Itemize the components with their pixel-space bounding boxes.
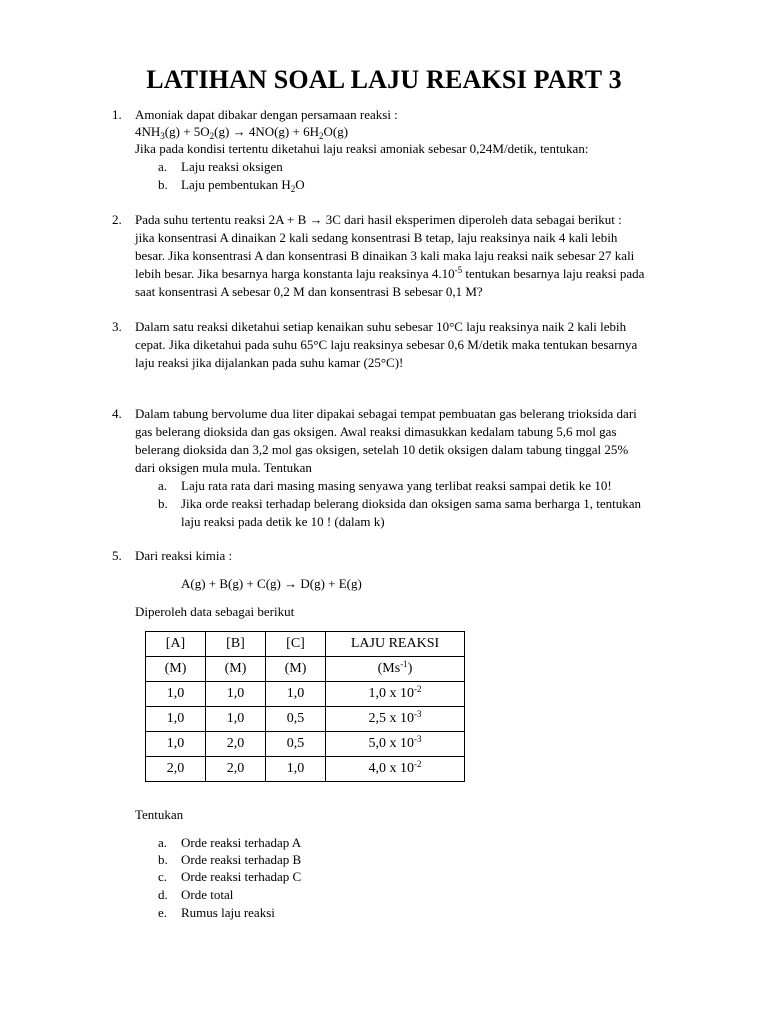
question-2-line-4: lebih besar. Jika besarnya harga konstanta laju reaksinya $4.10^{-5}$ tentukan besarnya laju reaksi pada: [135, 265, 645, 281]
cell-b: 1,0: [206, 707, 266, 732]
question-5e-label: e.: [158, 905, 168, 920]
question-5c-text: Orde reaksi terhadap C: [181, 869, 302, 884]
header-cell: [B]: [206, 632, 266, 657]
unit-cell: (M): [206, 657, 266, 682]
cell-c: 0,5: [266, 732, 326, 757]
cell-rate: 5,0 x $10^{-3}$: [326, 732, 465, 757]
cell-c: 1,0: [266, 682, 326, 707]
question-5-line-1: Dari reaksi kimia :: [135, 548, 233, 563]
question-4b-text-1: Jika orde reaksi terhadap belerang dioksida dan oksigen sama sama berharga 1, tentukan: [181, 496, 642, 511]
cell-b: 2,0: [206, 757, 266, 782]
cell-a: 1,0: [146, 732, 206, 757]
question-5-equation: A(g) + B(g) + C(g) → D(g) + E(g): [181, 576, 362, 591]
question-3-line-2: cepat. Jika diketahui pada suhu 65°C laju reaksinya sebesar 0,6 M/detik maka tentukan besarnya: [135, 337, 638, 352]
page-title: LATIHAN SOAL LAJU REAKSI PART 3: [146, 65, 622, 94]
header-cell: [C]: [266, 632, 326, 657]
question-5-tentukan: Tentukan: [135, 807, 184, 822]
question-1a-text: Laju reaksi oksigen: [181, 159, 283, 174]
rate-data-table: [145, 631, 465, 782]
question-5b-label: b.: [158, 852, 168, 867]
question-5b-text: Orde reaksi terhadap B: [181, 852, 302, 867]
question-2-line-1: Pada suhu tertentu reaksi 2A + B → 3C dari hasil eksperimen diperoleh data sebagai berikut :: [135, 212, 622, 227]
table-header-row: [146, 632, 465, 657]
question-1-line-1: Amoniak dapat dibakar dengan persamaan reaksi :: [135, 107, 398, 122]
question-1-number: 1.: [112, 107, 122, 122]
cell-a: 1,0: [146, 707, 206, 732]
question-4a-text: Laju rata rata dari masing masing senyawa yang terlibat reaksi sampai detik ke 10!: [181, 478, 612, 493]
unit-cell: (M): [266, 657, 326, 682]
header-cell: [A]: [146, 632, 206, 657]
question-5c-label: c.: [158, 869, 168, 884]
question-5-line-3: Diperoleh data sebagai berikut: [135, 604, 295, 619]
question-1a-label: a.: [158, 159, 168, 174]
cell-a: 2,0: [146, 757, 206, 782]
question-5a-text: Orde reaksi terhadap A: [181, 835, 302, 850]
question-3-line-1: Dalam satu reaksi diketahui setiap kenaikan suhu sebesar 10°C laju reaksinya naik 2 kali lebih: [135, 319, 627, 334]
question-1b-text: Laju pembentukan $H_2O$: [181, 177, 305, 194]
question-4-line-3: belerang dioksida dan 3,2 mol gas oksigen, setelah 10 detik oksigen dalam tabung tinggal 25%: [135, 442, 629, 457]
question-3-number: 3.: [112, 319, 122, 334]
question-5d-label: d.: [158, 887, 168, 902]
question-2-line-3: besar. Jika konsentrasi A dan konsentrasi B dinaikan 3 kali maka laju reaksi naik sebesar 27 kali: [135, 248, 635, 263]
cell-c: 0,5: [266, 707, 326, 732]
question-2-number: 2.: [112, 212, 122, 227]
unit-cell-rate: $(Ms^{-1})$: [326, 657, 465, 682]
table-row: [146, 757, 465, 782]
question-5-number: 5.: [112, 548, 122, 563]
cell-a: 1,0: [146, 682, 206, 707]
table-row: [146, 707, 465, 732]
question-1b-label: b.: [158, 177, 168, 192]
question-4b-text-2: laju reaksi pada detik ke 10 ! (dalam k): [181, 514, 385, 529]
cell-rate: 1,0 x $10^{-2}$: [326, 682, 465, 707]
question-1-line-3: Jika pada kondisi tertentu diketahui laju reaksi amoniak sebesar 0,24M/detik, tentukan:: [135, 141, 589, 156]
question-4a-label: a.: [158, 478, 168, 493]
cell-rate: 2,5 x $10^{-3}$: [326, 707, 465, 732]
cell-b: 2,0: [206, 732, 266, 757]
question-3-line-3: laju reaksi jika dijalankan pada suhu kamar (25°C)!: [135, 355, 404, 370]
question-4-line-4: dari oksigen mula mula. Tentukan: [135, 460, 312, 475]
question-5a-label: a.: [158, 835, 168, 850]
question-4-line-1: Dalam tabung bervolume dua liter dipakai sebagai tempat pembuatan gas belerang trioksida dari: [135, 406, 637, 421]
question-1-equation: $4NH_3(g) + 5O_2(g) \to 4NO(g) + 6H_2O(g)$: [135, 124, 349, 141]
table-row: [146, 682, 465, 707]
question-4b-label: b.: [158, 496, 168, 511]
question-5e-text: Rumus laju reaksi: [181, 905, 275, 920]
header-cell: LAJU REAKSI: [326, 632, 465, 657]
cell-rate: 4,0 x $10^{-2}$: [326, 757, 465, 782]
unit-cell: (M): [146, 657, 206, 682]
table-unit-row: [146, 657, 465, 682]
question-4-number: 4.: [112, 406, 122, 421]
question-2-line-2: jika konsentrasi A dinaikan 2 kali sedang konsentrasi B tetap, laju reaksinya naik 4 kali lebih: [135, 230, 618, 245]
question-4-line-2: gas belerang dioksida dan gas oksigen. Awal reaksi dimasukkan kedalam tabung 5,6 mol gas: [135, 424, 617, 439]
question-2-line-5: saat konsentrasi A sebesar 0,2 M dan konsentrasi B sebesar 0,1 M?: [135, 284, 483, 299]
question-5d-text: Orde total: [181, 887, 234, 902]
table-row: [146, 732, 465, 757]
cell-c: 1,0: [266, 757, 326, 782]
cell-b: 1,0: [206, 682, 266, 707]
